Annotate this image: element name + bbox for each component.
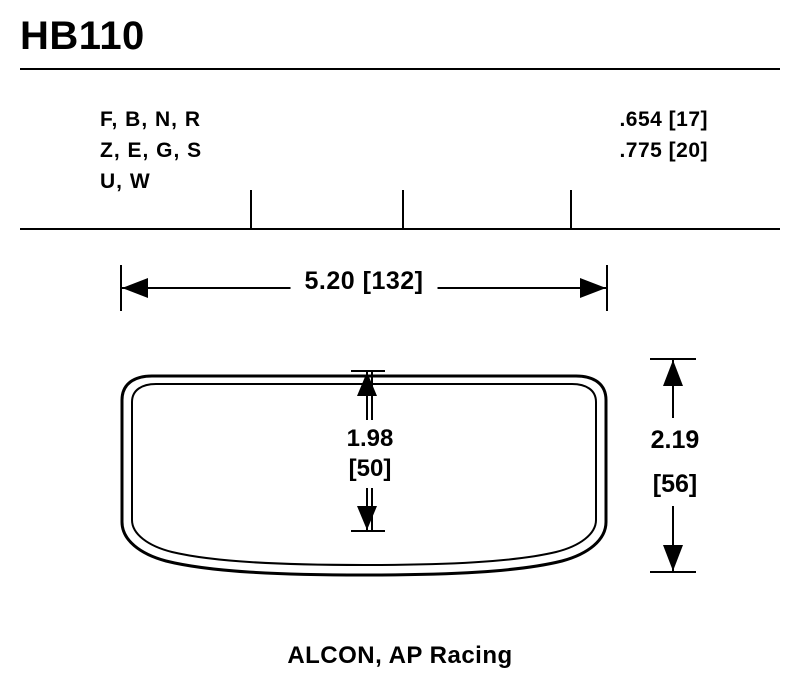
height-label [630,418,720,506]
inner-height-mm: [50] [348,455,392,482]
arrow-left-icon [122,278,148,298]
extension-line-bottom [351,530,385,532]
column-divider [570,190,572,228]
brand-application-label: ALCON, AP Racing [287,642,513,669]
height-mm: [56] [652,470,698,498]
height-inches: 2.19 [650,426,700,454]
compound-row: F, B, N, R [100,108,202,131]
thickness-list [619,104,708,166]
compound-row: Z, E, G, S [100,139,203,162]
thickness-row: .654 [17] [619,108,708,131]
inner-height-label [338,420,402,488]
compound-code-list [100,104,202,197]
arrow-down-icon [357,506,377,530]
compound-row: U, W [100,170,151,193]
width-dimension [120,265,608,311]
thickness-row: .775 [20] [619,139,708,162]
part-number: HB110 [20,14,145,58]
column-divider [250,190,252,228]
divider-top [20,68,780,70]
arrow-up-icon [663,360,683,386]
arrow-right-icon [580,278,606,298]
arrow-down-icon [663,545,683,571]
width-label: 5.20 [132] [291,267,438,296]
inner-height-inches: 1.98 [346,425,394,452]
divider-bottom [20,228,780,230]
column-divider [402,190,404,228]
arrow-up-icon [357,372,377,396]
